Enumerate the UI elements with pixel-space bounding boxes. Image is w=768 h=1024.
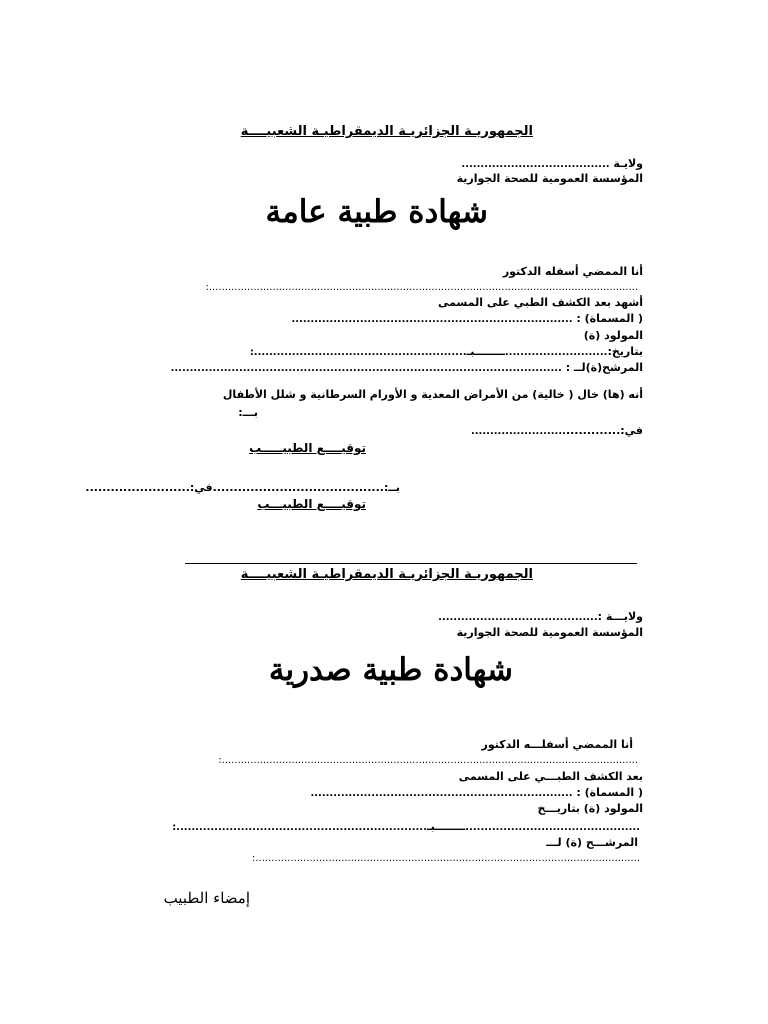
wilaya-line-1 (461, 157, 643, 170)
title-general-certificate: شهادة طبية عامة (265, 194, 488, 230)
wilaya-line-2 (438, 610, 643, 623)
wilaya-dots-1: ....................................... (461, 159, 610, 170)
examined-line-1: أشهد بعد الكشف الطبي على المسمى (438, 296, 643, 309)
date-line-2 (172, 820, 640, 833)
doctor-signature-2: توقيــــع الطبيـــب (257, 497, 366, 511)
at-label-1: بـــ: (238, 406, 258, 419)
born-label-2: المولود (ة) بتاريـــخ (537, 802, 643, 815)
date-line-1 (250, 345, 643, 358)
date-dots2-2: ..................................................................: (172, 822, 427, 833)
named-dots-1: .......................................................................... (291, 314, 573, 325)
date-mid-2: ــــــــبـ (426, 820, 466, 833)
doctor-dots-1: .......................................................................................................................................: (205, 282, 638, 293)
institution-2: المؤسسة العمومية للصحة الجوارية (456, 626, 643, 639)
title-chest-certificate: شهادة طبية صدرية (268, 652, 513, 688)
date-dots2-1: ........................................................: (249, 347, 467, 358)
in-line-1 (471, 424, 643, 437)
named-label-1: ( المسماة) : (576, 312, 643, 325)
date-mid-1: ــــــــبـ (466, 345, 505, 358)
wilaya-dots-2: .......................................... (438, 612, 598, 623)
date-dots1-2: .............................................. (465, 822, 640, 833)
named-line-1 (291, 312, 643, 325)
examined-line-2: بعد الكشف الطبـــي على المسمى (458, 770, 643, 783)
named-dots-2: ..................................................................... (310, 788, 573, 799)
candidate-dots-1: ....................................................................................................... (170, 363, 562, 374)
in-label-1: في:............. (565, 424, 643, 437)
candidate-label-2: المرشـــح (ة) لـــ (546, 836, 638, 849)
section-divider (185, 563, 637, 564)
wilaya-label-2: ولايـــة : (597, 610, 643, 623)
doctor-line-1: أنا الممضي أسفله الدكتور (502, 265, 643, 278)
candidate-dots-2: .........................................................................................................................: (252, 853, 640, 864)
date-dots1-1: ........................... (504, 347, 608, 358)
institution-1: المؤسسة العمومية للصحة الجوارية (456, 172, 643, 185)
republic-header-1: الجمهوريـة الجزائريـة الديمقراطيـة الشعبيــــة (240, 124, 533, 139)
in-dots-1: ......................... (470, 426, 566, 437)
doctor-line-2: أنا الممضي أسفلـــه الدكتور (481, 738, 633, 751)
candidate-label-1: المرشح(ة)لــ : (565, 361, 643, 374)
doctor-signature-label: إمضاء الطبيب (163, 889, 250, 907)
named-line-2 (310, 786, 643, 799)
second-place-line: بــ:.........................................في:......................... (85, 481, 400, 494)
wilaya-label-1: ولايـة (613, 157, 643, 170)
date-label-1: بتاريخ: (607, 345, 643, 358)
candidate-line-1 (171, 361, 643, 374)
named-label-2: ( المسماة) : (576, 786, 643, 799)
doctor-signature-1: توقيــــع الطبيـــــب (249, 441, 366, 455)
free-of-disease-line: أنه (ها) خال ( خالية) من الأمراض المعدية و الأورام السرطانية و شلل الأطفال (222, 388, 643, 401)
doctor-dots-2: ...................................................................................................................................: (218, 755, 638, 766)
republic-header-2: الجمهوريـة الجزائريـة الديمقراطيـة الشعبيــــة (240, 567, 533, 582)
born-label-1: المولود (ة) (583, 329, 643, 342)
